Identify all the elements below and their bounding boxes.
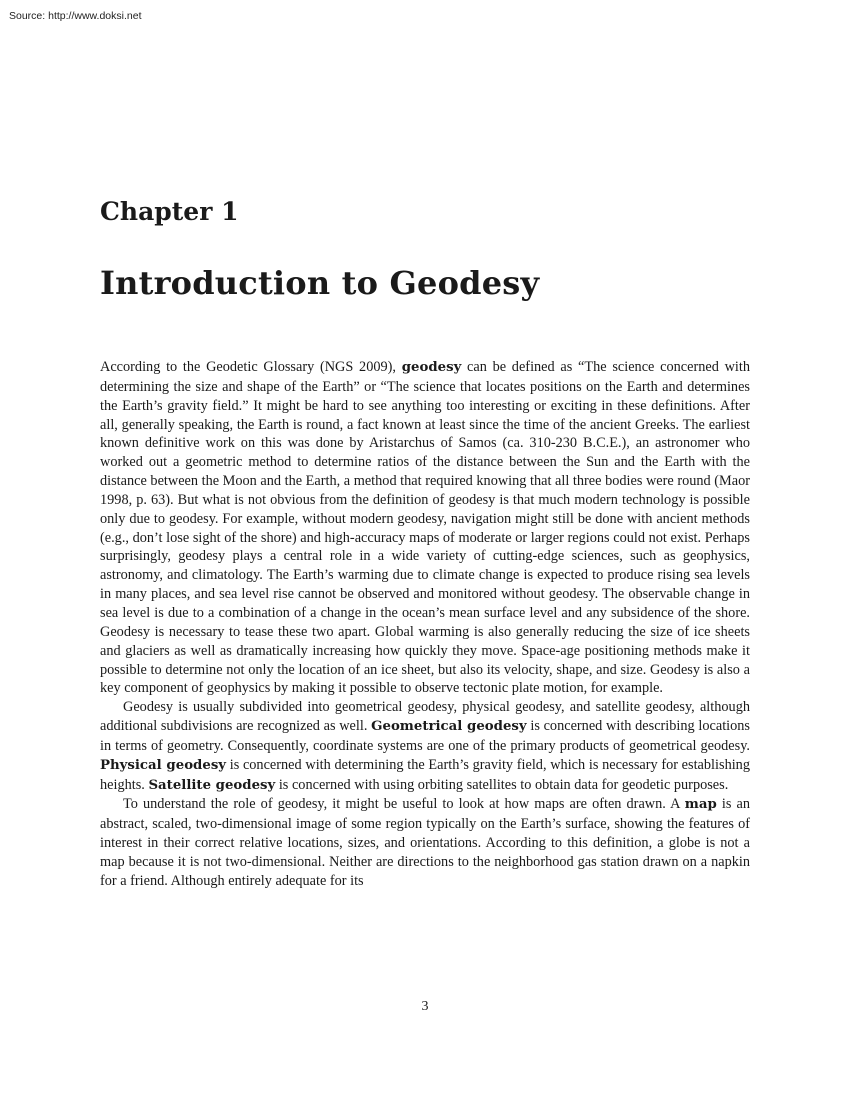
paragraph-text: Geodesy is usually subdivided into geometrical geodesy, physical geodesy, and satellite geodesy, although additional subdivisions are recognized as well. xyxy=(100,699,750,735)
paragraph-text: is concerned with determining the Earth’s gravity field, which is necessary for establishing heights. xyxy=(100,756,750,793)
chapter-title: Introduction to Geodesy xyxy=(100,264,540,302)
paragraph-text: is an abstract, scaled, two-dimensional image of some region typically on the Earth’s surface, showing the features of interest in their correct relative locations, sizes, and orientations. According to this definition, a globe is not a map because it is not two-dimensional. Neither are directions to the neighborhood gas station drawn on a napkin for a friend. Although entirely adequate for its xyxy=(100,796,750,889)
term-geodesy: geodesy xyxy=(401,360,462,375)
term-satellite-geodesy: Satellite geodesy xyxy=(148,777,276,793)
term-geometrical-geodesy: Geometrical geodesy xyxy=(371,719,527,735)
page-number: 3 xyxy=(421,999,429,1014)
paragraph-1 xyxy=(100,358,750,698)
paragraph-text: According to the Geodetic Glossary (NGS 2009), xyxy=(100,359,402,375)
term-map: map xyxy=(684,797,717,813)
paragraph-text: is concerned with using orbiting satellites to obtain data for geodetic purposes. xyxy=(275,776,729,793)
body-text xyxy=(100,358,750,891)
paragraph-2 xyxy=(100,698,750,795)
chapter-label: Chapter 1 xyxy=(100,197,239,226)
paragraph-text: is concerned with describing locations in terms of geometry. Consequently, coordinate systems are one of the primary products of geometrical geodesy. xyxy=(100,718,751,754)
term-physical-geodesy: Physical geodesy xyxy=(100,757,227,773)
paragraph-text: can be defined as “The science concerned with determining the size and shape of the Earth” or “The science that locates positions on the Earth and determines the Earth’s gravity field.” It might be hard to see anything too interesting or exciting in these definitions. After all, generally speaking, the Earth is round, a fact known at least since the time of the ancient Greeks. The earliest known definitive work on this was done by Aristarchus of Samos (ca. 310-230 B.C.E.), an astronomer who worked out a geometric method to determine ratios of the distance between the Sun and the Earth with the distance between the Moon and the Earth, a method that required knowing that all three bodies were round (Maor 1998, p. 63). But what is not obvious from the definition of geodesy is that much modern technology is possible only due to geodesy. For example, without modern geodesy, navigation might still be done with ancient methods (e.g., don’t lose sight of the shore) and high-accuracy maps of moderate or larger regions could not exist. Perhaps surprisingly, geodesy plays a central role in a wide variety of cutting-edge sciences, such as geophysics, astronomy, and climatology. The Earth’s warming due to climate change is expected to produce rising sea levels in many places, and sea level rise cannot be observed and monitored without geodesy. The observable change in sea level is due to a combination of a change in the ocean’s mean surface level and any subsidence of the shore. Geodesy is necessary to tease these two apart. Global warming is also generally reducing the size of ice sheets and glaciers as well as dramatically increasing how quickly they move. Space-age positioning methods make it possible to determine not only the location of an ice sheet, but also its velocity, shape, and size. Geodesy is also a key component of geophysics by making it possible to observe tectonic plate motion, for example. xyxy=(100,359,750,697)
paragraph-text: To understand the role of geodesy, it might be useful to look at how maps are often drawn. A xyxy=(123,796,685,813)
source-note: Source: http://www.doksi.net xyxy=(9,10,142,22)
paragraph-3 xyxy=(100,795,750,890)
